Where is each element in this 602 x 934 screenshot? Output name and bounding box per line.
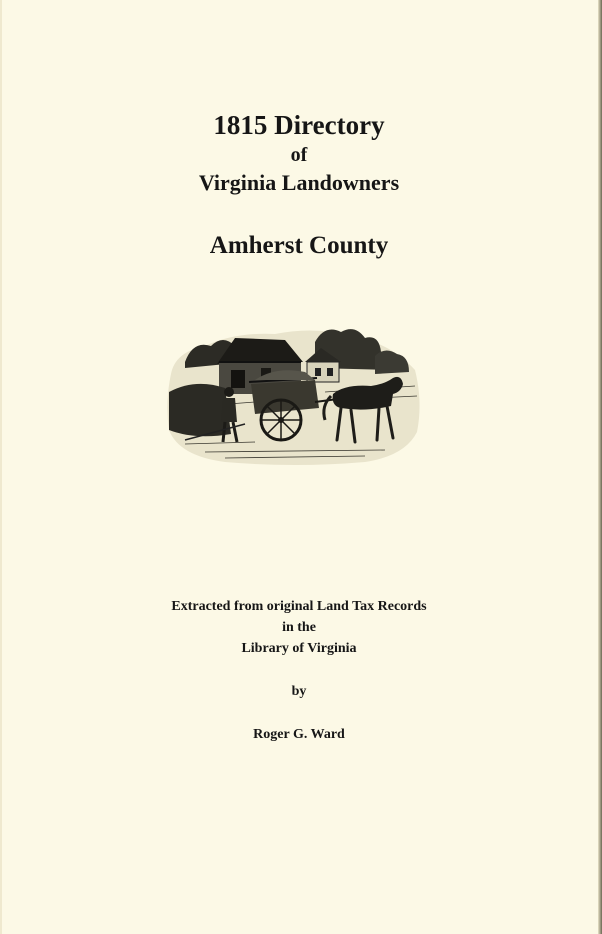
credit-line-2: in the [282,620,316,635]
by-label: by [291,684,307,699]
source-credit [0,596,598,659]
horse-drawn-cart-engraving [165,322,425,466]
author-name: Roger G. Ward [253,727,345,742]
credit-line-3: Library of Virginia [241,641,357,656]
title-line-1: 1815 Directory [213,110,385,140]
county-title: Amherst County [209,232,389,259]
page-edge-right [598,0,602,934]
title-line-2: of [290,144,308,166]
title-line-3: Virginia Landowners [198,170,400,195]
title-block [0,108,598,198]
credit-line-1: Extracted from original Land Tax Records [171,599,427,614]
